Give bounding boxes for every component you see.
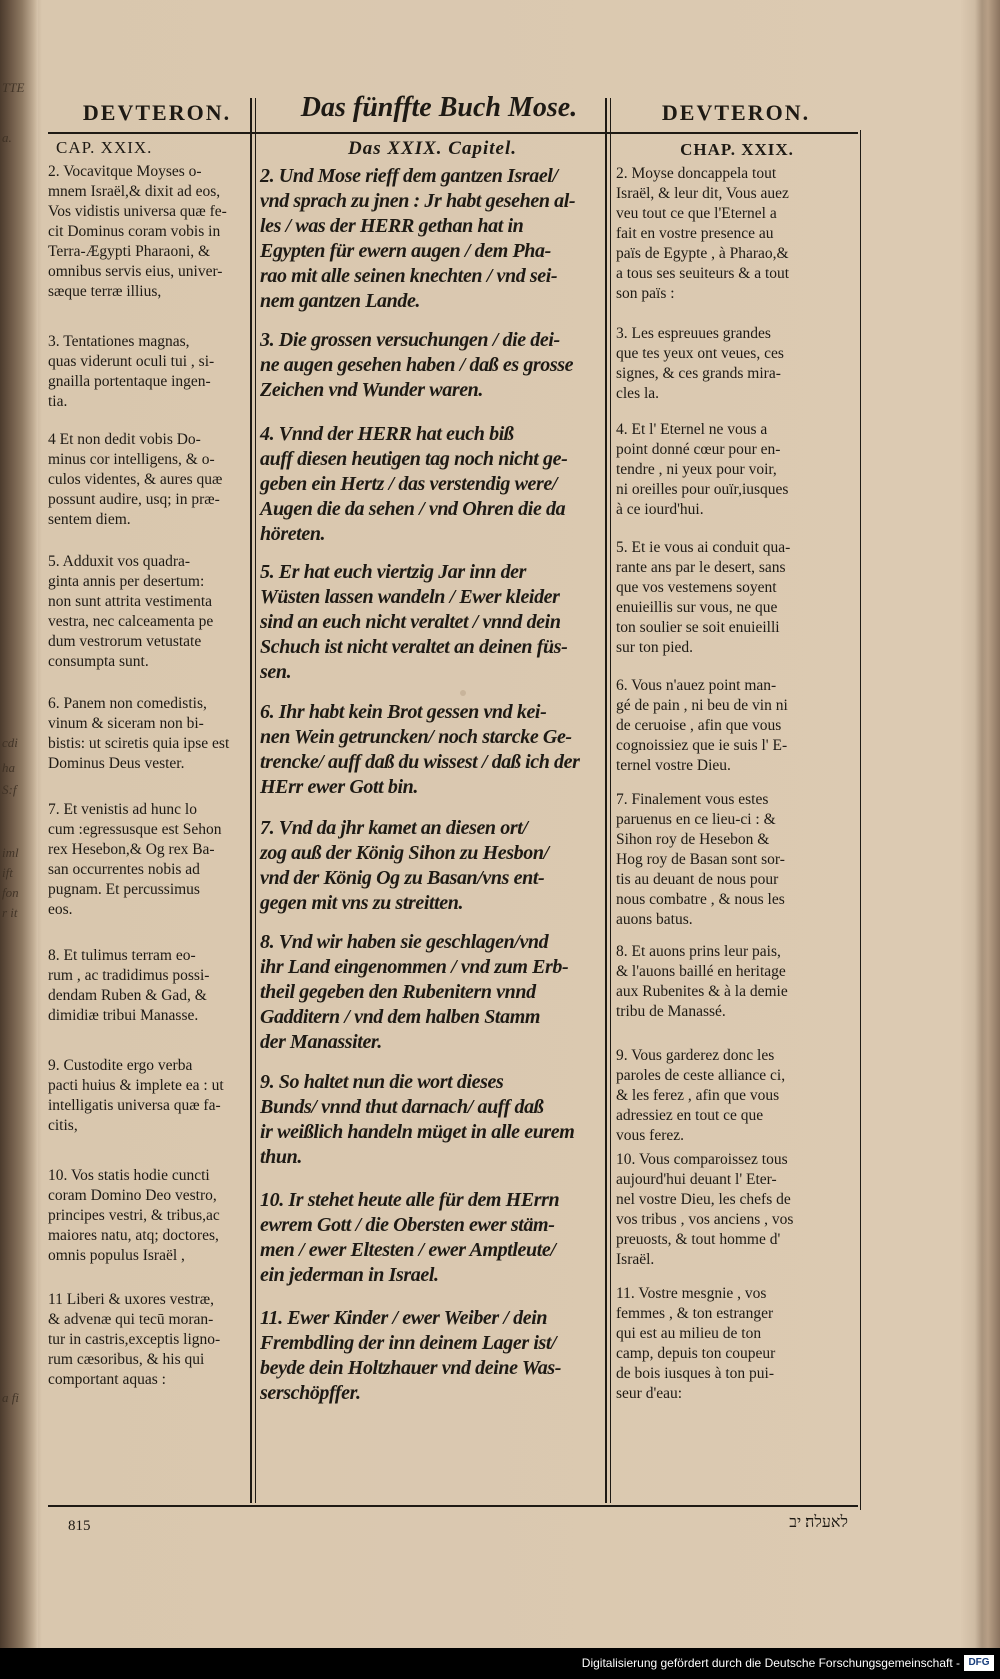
german-verse-11: 11. Ewer Kinder / ewer Weiber / dein Frembdling der inn deinem Lager ist/ beyde dein Holtzhauer vnd deine Was- serschöpffer.	[260, 1307, 561, 1404]
german-verse-5: 5. Er hat euch viertzig Jar inn der Wüsten lassen wandeln / Ewer kleider sind an euch nicht veraltet / vnnd dein Schuch ist nicht veraltet an deinen füs- sen.	[260, 561, 568, 683]
french-verse-2: 2. Moyse doncappela tout Israël, & leur dit, Vous auez veu tout ce que l'Eternel a fait en vostre presence au païs de Egypte , à Pharao,& a tous ses seuiteurs & a tout son païs :	[616, 165, 790, 302]
adjacent-page-edge	[0, 0, 38, 1648]
edge-fragment: TTE	[2, 80, 25, 95]
catchword-hebrew: לאעלה׃ יב	[789, 1514, 848, 1531]
german-verse-3: 3. Die grossen versuchungen / die dei- ne augen gesehen haben / daß es grosse Zeichen vnd Wunder waren.	[260, 329, 574, 401]
french-verse-11: 11. Vostre mesgnie , vos femmes , & ton estranger qui est au milieu de ton camp, depuis ton coupeur de bois iusques à ton pui- seur d'eau:	[616, 1285, 776, 1402]
latin-verse-11: 11 Liberi & uxores vestræ, & advenæ qui tecū moran- tur in castris,exceptis ligno- rum cæsoribus, & his qui comportant aquas :	[48, 1291, 221, 1388]
edge-fragment: ha	[2, 760, 15, 775]
french-verse-8: 8. Et auons prins leur pais, & l'auons baillé en heritage aux Rubenites & à la demie tribu de Manassé.	[616, 943, 788, 1020]
french-verse-4: 4. Et l' Eternel ne vous a point donné cœur pour en- tendre , ni yeux pour voir, ni oreilles pour ouïr,iusques à ce iourd'hui.	[616, 421, 789, 518]
french-verse-3: 3. Les espreuues grandes que tes yeux ont veues, ces signes, & ces grands mira- cles la.	[616, 325, 784, 402]
header-rule	[48, 132, 858, 134]
latin-verse-6: 6. Panem non comedistis, vinum & siceram non bi- bistis: ut sciretis quia ipse est Dominus Deus vester.	[48, 695, 230, 772]
column-divider-left-inner	[255, 98, 256, 1503]
latin-verse-5: 5. Adduxit vos quadra- ginta annis per desertum: non sunt attrita vestimenta vestra, nec calceamenta pe dum vestrorum vetustate consumpta sunt.	[48, 553, 214, 670]
german-verse-4: 4. Vnnd der HERR hat euch biß auff diesen heutigen tag noch nicht ge- geben ein Hertz / das verstendig were/ Augen die da sehen / vnd Ohren die da höreten.	[260, 423, 568, 545]
edge-fragment: fon	[2, 885, 19, 900]
latin-verse-10: 10. Vos statis hodie cuncti coram Domino Deo vestro, principes vestri, & tribus,ac maiores natu, atq; doctores, omnis populus Israël ,	[48, 1167, 220, 1264]
french-verse-6: 6. Vous n'auez point man- gé de pain , ni beu de vin ni de ceruoise , afin que vous cognoissiez que ie suis l' E- ternel vostre Dieu.	[616, 677, 788, 774]
latin-verse-8: 8. Et tulimus terram eo- rum , ac tradidimus possi- dendam Ruben & Gad, & dimidiæ tribui Manasse.	[48, 947, 210, 1024]
column-divider-left	[250, 98, 252, 1503]
latin-verse-7: 7. Et venistis ad hunc lo cum :egressusque est Sehon rex Hesebon,& Og rex Ba- san occurrentes nobis ad pugnam. Et percussimus eos.	[48, 801, 222, 918]
latin-verse-9: 9. Custodite ergo verba pacti huius & implete ea : ut intelligatis universa quæ fa- citis,	[48, 1057, 224, 1134]
page-number: 815	[68, 1518, 91, 1534]
edge-fragment: S:f	[2, 782, 17, 797]
french-verse-9: 9. Vous garderez donc les paroles de ceste alliance ci, & les ferez , afin que vous adressiez en tout ce que vous ferez.	[616, 1047, 786, 1144]
column-divider-right-inner	[610, 98, 611, 1503]
edge-fragment: a fi	[2, 1390, 19, 1405]
latin-verse-3: 3. Tentationes magnas, quas viderunt oculi tui , si- gnailla portentaque ingen- tia.	[48, 333, 215, 410]
latin-column	[48, 138, 248, 1390]
french-verse-10: 10. Vous comparoissez tous aujourd'hui deuant l' Eter- nel vostre Dieu, les chefs de vos tribus , vos anciens , vos preuosts, & tout homme d' Israël.	[616, 1151, 794, 1268]
footer-rule	[48, 1505, 858, 1507]
french-verse-5: 5. Et ie vous ai conduit qua- rante ans par le desert, sans que vos vestemens soyent enuieillis sur vous, ne que ton soulier se soit enuieilli sur ton pied.	[616, 539, 791, 656]
dfg-logo: DFG	[964, 1655, 994, 1671]
german-column	[260, 138, 605, 1406]
german-chapter-heading: Das XXIX. Capitel.	[348, 138, 517, 159]
german-verse-7: 7. Vnd da jhr kamet an diesen ort/ zog auß der König Sihon zu Hesbon/ vnd der König Og zu Basan/vns ent- gegen mit vns zu streitten.	[260, 817, 549, 914]
edge-fragment: r it	[2, 905, 18, 920]
page-border-right	[860, 130, 861, 1510]
german-verse-2: 2. Und Mose rieff dem gantzen Israel/ vnd sprach zu jnen : Jr habt gesehen al- les / was der HERR gethan hat in Egypten für ewern augen / dem Pha- rao mit alle seinen knechten / vnd sei- nem gantzen Lande.	[260, 165, 576, 312]
latin-chapter-heading: CAP. XXIX.	[56, 138, 153, 157]
french-chapter-heading: CHAP. XXIX.	[680, 140, 794, 159]
digitization-credit: Digitalisierung gefördert durch die Deutsche Forschungsgemeinschaft -	[581, 1656, 960, 1670]
digitization-bar	[0, 1648, 1000, 1679]
edge-fragment: a.	[2, 130, 12, 145]
german-verse-8: 8. Vnd wir haben sie geschlagen/vnd ihr Land eingenommen / vnd zum Erb- theil gegeben den Rubenitern vnnd Gadditern / vnd dem halben Stamm der Manassiter.	[260, 931, 569, 1053]
french-verse-7: 7. Finalement vous estes paruenus en ce lieu-ci : & Sihon roy de Hesebon & Hog roy de Basan sont sor- tis au deuant de nous pour nous combatre , & nous les auons batus.	[616, 791, 785, 928]
latin-verse-4: 4 Et non dedit vobis Do- minus cor intelligens, & o- culos videntes, & aures quæ possunt audire, usq; in præ- sentem diem.	[48, 431, 223, 528]
book-page	[38, 70, 960, 1575]
latin-verse-2: 2. Vocavitque Moyses o- mnem Israël,& dixit ad eos, Vos vidistis universa quæ fe- cit Dominus coram vobis in Terra-Ægypti Pharaoni, & omnibus servis eius, univer- sæque terræ illius,	[48, 163, 227, 300]
edge-fragment: cdi	[2, 735, 18, 750]
french-column	[616, 140, 858, 1404]
edge-fragment: iml	[2, 845, 19, 860]
german-verse-9: 9. So haltet nun die wort dieses Bunds/ vnnd thut darnach/ auff daß ir weißlich handeln müget in alle eurem thun.	[260, 1071, 575, 1168]
german-verse-6: 6. Ihr habt kein Brot gessen vnd kei- nen Wein getruncken/ noch starcke Ge- trencke/ auff daß du wissest / daß ich der HErr ewer Gott bin.	[260, 701, 580, 798]
header-latin: DEVTERON.	[82, 100, 232, 125]
german-verse-10: 10. Ir stehet heute alle für dem HErrn ewrem Gott / die Obersten ewer stäm- men / ewer Eltesten / ewer Amptleute/ ein jederman in Israel.	[260, 1189, 560, 1286]
column-divider-right	[605, 98, 607, 1503]
header-german: Das fünffte Buch Mose.	[300, 92, 578, 123]
header-french: DEVTERON.	[661, 100, 811, 125]
edge-fragment: ift	[2, 865, 13, 880]
